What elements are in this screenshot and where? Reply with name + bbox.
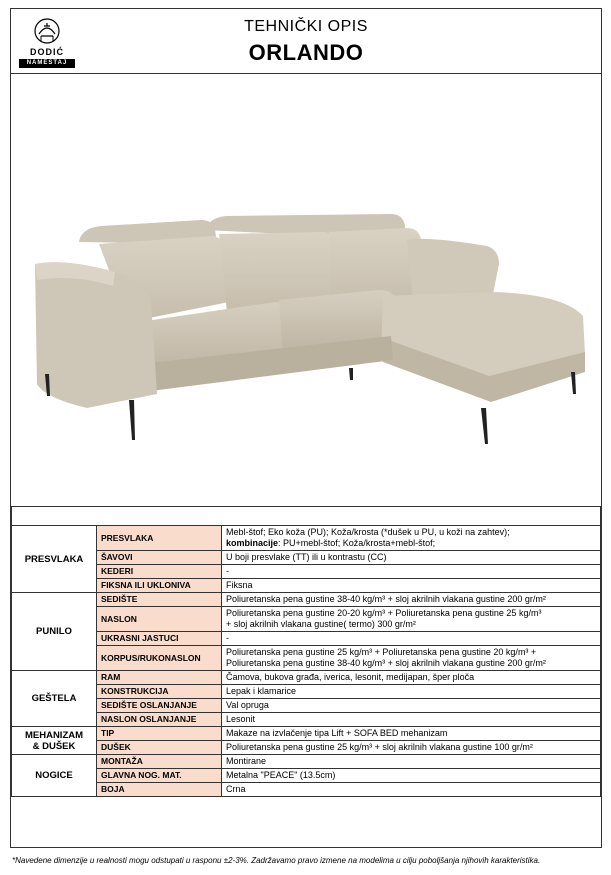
spec-label: KORPUS/RUKONASLON bbox=[97, 646, 222, 671]
group-mehanizam-line: & DUŠEK bbox=[32, 740, 76, 752]
group-presvlaka: PRESVLAKA bbox=[12, 526, 97, 593]
spec-label: NASLON OSLANJANJE bbox=[97, 713, 222, 727]
table-row bbox=[12, 593, 601, 607]
spec-label: KEDERI bbox=[97, 565, 222, 579]
table-row bbox=[12, 769, 601, 783]
spec-value: U boji presvlake (TT) ili u kontrastu (CC) bbox=[222, 551, 601, 565]
spec-label: ŠAVOVI bbox=[97, 551, 222, 565]
spec-value-line: Poliuretanska pena gustine 38-40 kg/m³ + sloj akrilnih vlakana gustine 200 gr/m² bbox=[226, 658, 546, 668]
spec-table bbox=[11, 506, 601, 797]
table-row bbox=[12, 713, 601, 727]
table-row bbox=[12, 727, 601, 741]
table-row bbox=[12, 579, 601, 593]
table-row bbox=[12, 632, 601, 646]
spec-value: Čamova, bukova građa, iverica, lesonit, medijapan, šper ploča bbox=[222, 671, 601, 685]
group-nogice: NOGICE bbox=[12, 755, 97, 797]
header bbox=[11, 9, 601, 74]
spec-label: RAM bbox=[97, 671, 222, 685]
spec-value-text: : PU+mebl-štof; Koža/krosta+mebl-štof; bbox=[278, 538, 436, 548]
group-mehanizam bbox=[12, 727, 97, 755]
table-row bbox=[12, 699, 601, 713]
model-name: ORLANDO bbox=[248, 40, 364, 65]
table-row bbox=[12, 741, 601, 755]
spec-value-line: Poliuretanska pena gustine 25 kg/m³ + Poliuretanska pena gustine 20 kg/m³ + bbox=[226, 647, 537, 657]
spec-value: Fiksna bbox=[222, 579, 601, 593]
spec-label: PRESVLAKA bbox=[97, 526, 222, 551]
spec-label: FIKSNA ILI UKLONIVA bbox=[97, 579, 222, 593]
spec-label: SEDIŠTE OSLANJANJE bbox=[97, 699, 222, 713]
spec-sheet-frame bbox=[10, 8, 602, 848]
spec-label: BOJA bbox=[97, 783, 222, 797]
spec-value-line: Poliuretanska pena gustine 20-20 kg/m³ + Poliuretanska pena gustine 25 kg/m³ bbox=[226, 608, 542, 618]
spec-value: Val opruga bbox=[222, 699, 601, 713]
group-gestela: GEŠTELA bbox=[12, 671, 97, 727]
spec-label: SEDIŠTE bbox=[97, 593, 222, 607]
sofa-photo bbox=[11, 74, 601, 504]
table-row bbox=[12, 646, 601, 671]
spec-label: KONSTRUKCIJA bbox=[97, 685, 222, 699]
spec-value: Poliuretanska pena gustine 38-40 kg/m³ + sloj akrilnih vlakana gustine 200 gr/m² bbox=[222, 593, 601, 607]
spec-value: Lesonit bbox=[222, 713, 601, 727]
spec-label: DUŠEK bbox=[97, 741, 222, 755]
spec-label: MONTAŽA bbox=[97, 755, 222, 769]
logo-brand: DODIĆ bbox=[30, 47, 64, 57]
spec-value-line: Mebl-štof; Eko koža (PU); Koža/krosta (*dušek u PU, u koži na zahtev); bbox=[226, 527, 510, 537]
table-row bbox=[12, 685, 601, 699]
page-title: TEHNIČKI OPIS bbox=[244, 18, 368, 35]
spec-label: GLAVNA NOG. MAT. bbox=[97, 769, 222, 783]
spec-value-bold: kombinacije bbox=[226, 538, 279, 548]
spec-value bbox=[222, 646, 601, 671]
spec-value: - bbox=[222, 565, 601, 579]
spec-value: Montirane bbox=[222, 755, 601, 769]
spec-value: - bbox=[222, 632, 601, 646]
table-row bbox=[12, 755, 601, 769]
table-row bbox=[12, 551, 601, 565]
spec-label: TIP bbox=[97, 727, 222, 741]
spec-label: NASLON bbox=[97, 607, 222, 632]
spec-label: UKRASNI JASTUCI bbox=[97, 632, 222, 646]
spec-value-line: + sloj akrilnih vlakana gustine( termo) 300 gr/m² bbox=[226, 619, 416, 629]
spec-value bbox=[222, 607, 601, 632]
spec-value: Makaze na izvlačenje tipa Lift + SOFA BED mehanizam bbox=[222, 727, 601, 741]
table-row bbox=[12, 671, 601, 685]
table-row bbox=[12, 607, 601, 632]
table-row bbox=[12, 565, 601, 579]
spec-value: Poliuretanska pena gustine 25 kg/m³ + sloj akrilnih vlakana gustine 100 gr/m² bbox=[222, 741, 601, 755]
spec-value-line bbox=[226, 538, 596, 549]
spec-value: Metalna "PEACE" (13.5cm) bbox=[222, 769, 601, 783]
spec-value: Lepak i klamarice bbox=[222, 685, 601, 699]
spec-value: Crna bbox=[222, 783, 601, 797]
logo-subtitle: NAMEŠTAJ bbox=[19, 59, 75, 68]
group-mehanizam-line: MEHANIZAM bbox=[24, 729, 84, 741]
table-row bbox=[12, 507, 601, 526]
group-punilo: PUNILO bbox=[12, 593, 97, 671]
table-row bbox=[12, 783, 601, 797]
spec-value bbox=[222, 526, 601, 551]
table-row bbox=[12, 526, 601, 551]
footnote: *Navedene dimenzije u realnosti mogu odstupati u rasponu ±2-3%. Zadržavamo pravo izmene na modelima u cilju poboljšanja njihovih karakteristika. bbox=[12, 856, 541, 865]
